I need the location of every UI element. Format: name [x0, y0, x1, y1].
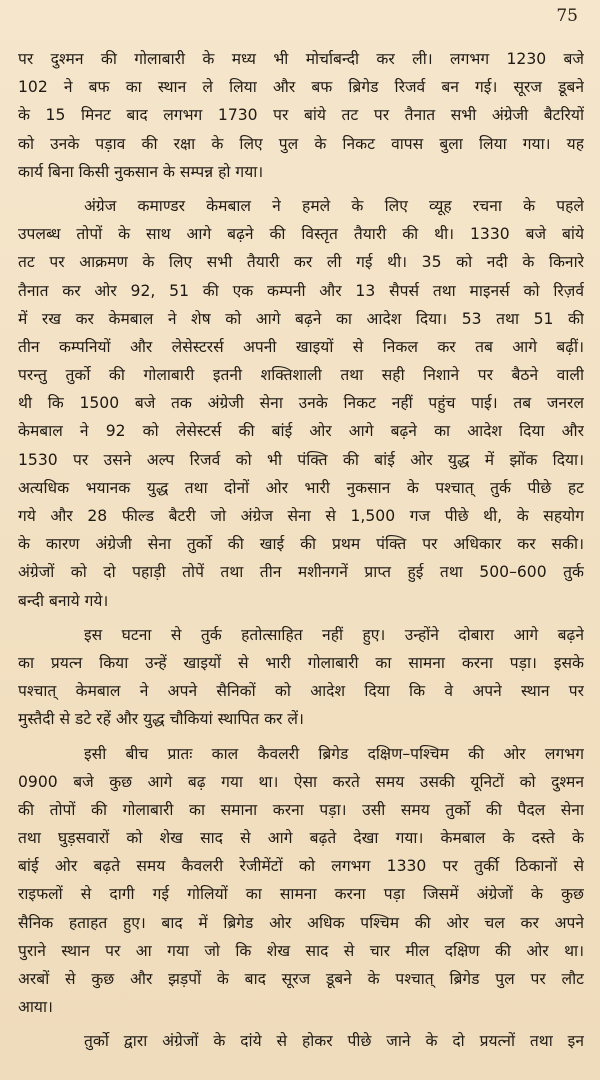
text-line: तथा घुड़सवारों को शेख साद से आगे बढ़ते देखा गया। केमबाल के दस्ते के: [18, 829, 584, 848]
text-line: 102 ने बफ का स्थान ले लिया और बफ ब्रिगेड रिजर्व बन गई। सूरज डूबने: [18, 78, 584, 97]
paragraph: [18, 1027, 584, 1055]
text-line: केमबाल ने 92 को लेसेस्टर्स की बांई ओर आगे बढ़ने का आदेश दिया और: [18, 422, 584, 441]
text-line: अत्यधिक भयानक युद्ध तथा दोनों ओर भारी नुकसान के पश्चात् तुर्क पीछे हट: [18, 478, 584, 497]
paragraph: [18, 45, 584, 186]
paragraph: [18, 740, 584, 1022]
text-line: का प्रयत्न किया उन्हें खाइयों से भारी गोलाबारी का सामना करना पड़ा। इसके: [18, 653, 584, 672]
text-line: राइफलों से दागी गई गोलियों का सामना करना पड़ा जिसमें अंग्रेजों के कुछ: [18, 885, 584, 904]
text-line: बांई ओर बढ़ते समय कैवलरी रेजीमेंटों को लगभग 1330 पर तुर्की ठिकानों से: [18, 857, 584, 876]
text-line: कार्य बिना किसी नुकसान के सम्पन्न हो गया।: [18, 162, 264, 181]
text-line: 1530 पर उसने अल्प रिजर्व को भी पंक्ति की बांई ओर युद्ध में झोंक दिया।: [18, 450, 584, 469]
text-line: तीन कम्पनियों और लेसेस्टरर्स अपनी खाइयों से निकल कर तब आगे बढ़ीं।: [18, 337, 584, 356]
text-line: अरबों से कुछ और झड़पों के बाद सूरज डूबने के पश्चात् ब्रिगेड पुल पर लौट: [18, 970, 584, 988]
text-line: गये और 28 फील्ड बैटरी जो अंग्रेज सेना से 1,500 गज पीछे थी, के सहयोग: [18, 507, 584, 525]
text-line: सैनिक हताहत हुए। बाद में ब्रिगेड ओर अधिक पश्चिम की ओर चल कर अपने: [18, 913, 584, 932]
text-line: के कारण अंग्रेजी सेना तुर्को की खाई की प्रथम पंक्ति पर अधिकार कर सकी।: [18, 535, 584, 554]
text-line: तुर्को द्वारा अंग्रेजों के दांये से होकर पीछे जाने के दो प्रयत्नों तथा इन: [84, 1032, 584, 1051]
text-line: आया।: [18, 998, 53, 1017]
text-line: थी कि 1500 बजे तक अंग्रेजी सेना उनके निकट नहीं पहुंच पाई। तब जनरल: [18, 394, 584, 413]
text-line: इसी बीच प्रातः काल कैवलरी ब्रिगेड दक्षिण–पश्चिम की ओर लगभग: [84, 744, 584, 763]
paragraph: [18, 621, 584, 734]
text-line: पुराने स्थान पर आ गया जो कि शेख साद से चार मील दक्षिण की ओर था।: [18, 941, 584, 960]
text-line: पश्चात् केमबाल ने अपने सैनिकों को आदेश दिया कि वे अपने स्थान पर: [18, 682, 584, 701]
text-line: उपलब्ध तोपों के साथ आगे बढ़ने की विस्तृत तैयारी की थी। 1330 बजे बांये: [18, 225, 584, 244]
text-line: परन्तु तुर्को की गोलाबारी इतनी शक्तिशाली तथा सही निशाने पर बैठने वाली: [18, 366, 584, 385]
text-line: अंग्रेज कमाण्डर केमबाल ने हमले के लिए व्यूह रचना के पहले: [84, 196, 584, 215]
text-line: की तोपों की गोलाबारी का समाना करना पड़ा। उसी समय तुर्को की पैदल सेना: [18, 800, 584, 819]
text-line: मुस्तैदी से डटे रहें और युद्ध चौकियां स्थापित कर लें।: [18, 710, 304, 729]
text-line: इस घटना से तुर्क हतोत्साहित नहीं हुए। उन्होंने दोबारा आगे बढ़ने: [84, 625, 584, 644]
text-line: पर दुश्मन की गोलाबारी के मध्य भी मोर्चाबन्दी कर ली। लगभग 1230 बजे: [18, 50, 584, 68]
text-line: में रख कर केमबाल ने शेष को आगे बढ़ने का आदेश दिया। 53 तथा 51 की: [18, 309, 584, 328]
text-line: अंग्रेजों को दो पहाड़ी तोपें तथा तीन मशीनगनें प्राप्त हुई तथा 500–600 तुर्क: [18, 563, 584, 582]
body-text: [18, 45, 584, 1056]
paragraph: [18, 192, 584, 615]
text-line: के 15 मिनट बाद लगभग 1730 पर बांये तट पर तैनात सभी अंग्रेजी बैटरियों: [18, 106, 584, 125]
page-number: 75: [556, 6, 578, 26]
text-line: बन्दी बनाये गये।: [18, 591, 109, 610]
text-line: को उनके पड़ाव की रक्षा के लिए पुल के निकट वापस बुला लिया गया। यह: [18, 134, 584, 153]
text-line: तैनात कर ओर 92, 51 की एक कम्पनी और 13 सैपर्स तथा माइनर्स को रिज़र्व: [18, 281, 584, 300]
text-line: 0900 बजे कुछ आगे बढ़ गया था। ऐसा करते समय उसकी यूनिटों को दुश्मन: [18, 772, 584, 791]
text-line: तट पर आक्रमण के लिए सभी तैयारी कर ली गई थी। 35 को नदी के किनारे: [18, 253, 584, 272]
